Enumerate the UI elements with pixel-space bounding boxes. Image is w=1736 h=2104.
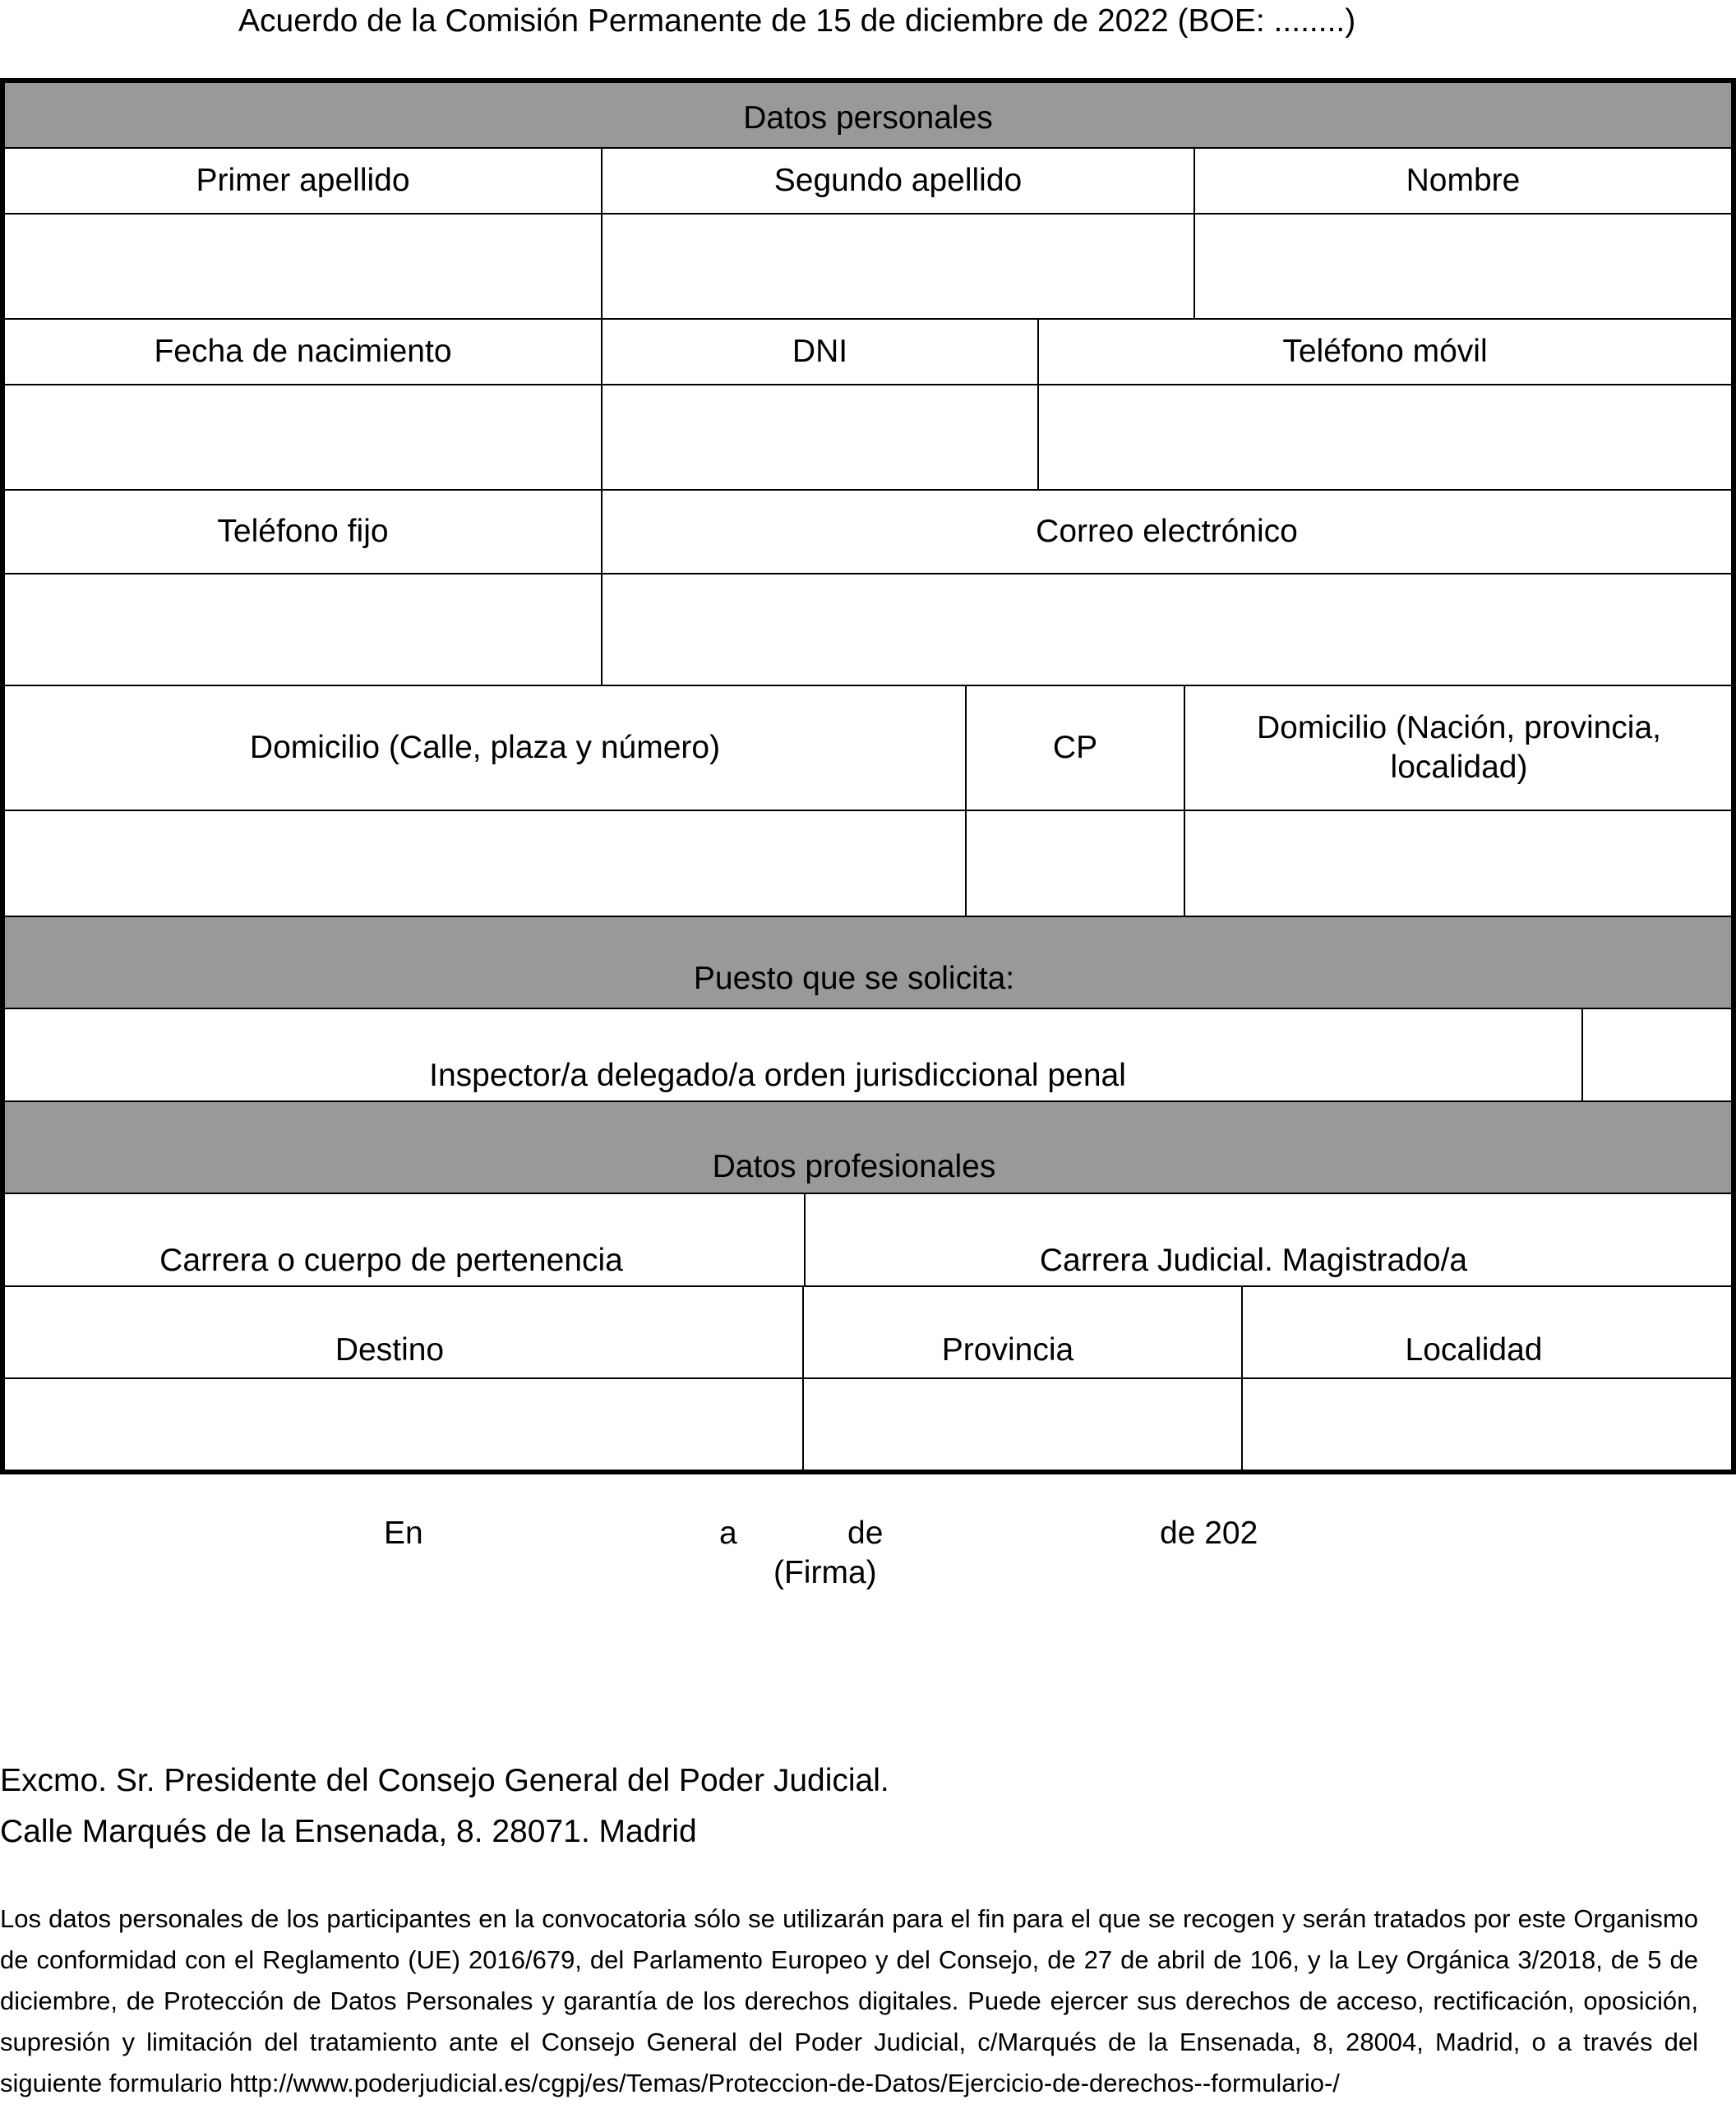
- signature-de-year: de 202: [1160, 1516, 1258, 1551]
- document-header: Acuerdo de la Comisión Permanente de 15 de diciembre de 2022 (BOE: ........): [238, 3, 1356, 39]
- input-telefono-fijo[interactable]: [5, 574, 601, 685]
- recipient-address: Calle Marqués de la Ensenada, 8. 28071. Madrid: [0, 1814, 697, 1849]
- input-segundo-apellido[interactable]: [603, 215, 1194, 318]
- label-primer-apellido: Primer apellido: [196, 163, 410, 198]
- input-domicilio-nacion[interactable]: [1185, 811, 1731, 916]
- input-localidad[interactable]: [1243, 1379, 1731, 1470]
- label-provincia: Provincia: [941, 1332, 1074, 1368]
- label-cp: CP: [1052, 730, 1098, 765]
- signature-firma: (Firma): [773, 1555, 877, 1590]
- label-fecha-nacimiento: Fecha de nacimiento: [154, 334, 452, 369]
- label-destino: Destino: [335, 1332, 445, 1368]
- input-domicilio-calle[interactable]: [5, 811, 965, 916]
- recipient-line: Excmo. Sr. Presidente del Consejo General del Poder Judicial.: [0, 1763, 889, 1798]
- label-localidad: Localidad: [1405, 1332, 1543, 1368]
- label-nombre: Nombre: [1406, 163, 1521, 198]
- privacy-notice: Los datos personales de los participantes en la convocatoria sólo se utilizarán para el fin para el que se recogen y serán tratados por este Organismo de conformidad con el Reglamento (UE) 2016/679, del Parlamento Europeo y del Consejo, de 27 de abril de 106, y la Ley Orgánica 3/2018, de 5 de diciembre, de Protección de Datos Personales y garantía de los derechos digitales. Puede ejercer sus derechos de acceso, rectificación, oposición, supresión y limitación del tratamiento ante el Consejo General del Poder Judicial, c/Marqués de la Ensenada, 8, 28004, Madrid, o a través del siguiente formulario http://www.poderjudicial.es/cgpj/es/Temas/Proteccion-de-Datos/Ejercicio-de-derechos--formulario-/: [0, 1904, 1698, 2097]
- section-title-personal: Datos personales: [743, 100, 993, 136]
- signature-de: de: [847, 1516, 884, 1551]
- label-correo: Correo electrónico: [1036, 514, 1298, 549]
- input-provincia[interactable]: [804, 1379, 1241, 1470]
- input-cp[interactable]: [967, 811, 1184, 916]
- input-nombre[interactable]: [1195, 215, 1731, 318]
- label-puesto: Inspector/a delegado/a orden jurisdiccional penal: [429, 1057, 1126, 1093]
- label-telefono-fijo: Teléfono fijo: [217, 514, 389, 549]
- input-primer-apellido[interactable]: [5, 215, 601, 318]
- label-domicilio-nacion: Domicilio (Nación, provincia, localidad): [1257, 710, 1661, 785]
- input-telefono-movil[interactable]: [1039, 385, 1731, 489]
- input-dni[interactable]: [603, 385, 1037, 489]
- label-segundo-apellido: Segundo apellido: [773, 163, 1023, 198]
- signature-a: a: [719, 1516, 737, 1551]
- input-correo[interactable]: [603, 574, 1731, 685]
- input-fecha-nacimiento[interactable]: [5, 385, 601, 489]
- signature-en: En: [384, 1516, 423, 1551]
- label-domicilio-calle: Domicilio (Calle, plaza y número): [249, 730, 721, 765]
- section-title-profesional: Datos profesionales: [712, 1148, 996, 1184]
- label-carrera: Carrera o cuerpo de pertenencia: [159, 1242, 623, 1278]
- label-dni: DNI: [792, 334, 848, 369]
- value-carrera: Carrera Judicial. Magistrado/a: [1039, 1242, 1468, 1278]
- input-destino[interactable]: [5, 1379, 802, 1470]
- label-telefono-movil: Teléfono móvil: [1282, 334, 1488, 369]
- checkbox-puesto[interactable]: [1583, 1009, 1731, 1100]
- section-title-puesto: Puesto que se solicita:: [693, 961, 1015, 996]
